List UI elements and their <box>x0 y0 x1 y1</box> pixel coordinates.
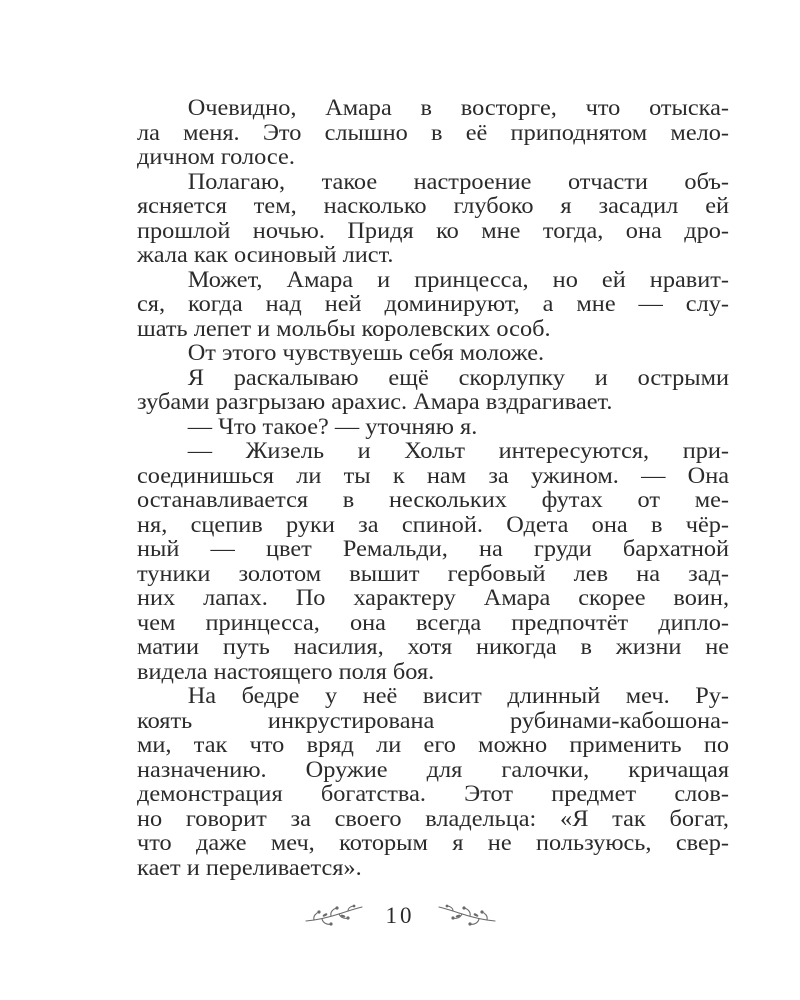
text-line: От этого чувствуешь себя моложе. <box>187 340 545 366</box>
text-line: туники золотом вышит гербовый лев на зад- <box>137 560 730 587</box>
text-line: — Жизель и Хольт интересуются, при- <box>187 438 730 464</box>
text-line: прошлой ночью. Придя ко мне тогда, она дро- <box>137 217 730 244</box>
text-line: демонстрация богатства. Этот предмет слов- <box>137 781 730 807</box>
text-line: соединишься ли ты к нам за ужином. — Она <box>137 462 730 489</box>
text-line: ясняется тем, насколько глубоко я засадил ей <box>137 193 730 219</box>
text-line: что даже меч, которым я не пользуюсь, свер- <box>137 830 730 856</box>
text-line: На бедре у неё висит длинный меч. Ру- <box>187 683 730 709</box>
page-number: 10 <box>385 903 415 928</box>
text-line: ня, сцепив руки за спиной. Одета она в чёр- <box>137 511 730 538</box>
text-line: ла меня. Это слышно в её приподнятом мело- <box>137 119 730 146</box>
text-line: — Что такое? — уточняю я. <box>187 413 478 440</box>
text-line: видела настоящего поля боя. <box>137 658 435 685</box>
text-line: шать лепет и мольбы королевских особ. <box>137 315 551 342</box>
text-line: Может, Амара и принцесса, но ей нравит- <box>187 266 730 293</box>
text-line: жала как осиновый лист. <box>137 242 394 268</box>
text-line: кает и переливается». <box>137 854 362 881</box>
text-line: чем принцесса, она всегда предпочтёт дипло- <box>137 609 730 636</box>
text-line: ся, когда над ней доминируют, а мне — слу- <box>137 291 730 317</box>
page-body-text <box>137 96 729 880</box>
text-line: них лапах. По характеру Амара скорее воин, <box>137 585 730 611</box>
text-line: дичном голосе. <box>137 144 295 170</box>
text-line: матии путь насилия, хотя никогда в жизни не <box>137 634 730 660</box>
floral-ornament-icon <box>304 903 364 929</box>
text-line: но говорит за своего владельца: «Я так богат, <box>137 805 730 832</box>
page-footer <box>0 896 800 936</box>
text-line: назначению. Оружие для галочки, кричащая <box>137 756 730 783</box>
text-line: ми, так что вряд ли его можно применить по <box>137 732 730 758</box>
text-line: останавливается в нескольких футах от ме- <box>137 487 730 513</box>
text-line: ный — цвет Ремальди, на груди бархатной <box>137 536 730 562</box>
text-line: зубами разгрызаю арахис. Амара вздрагивает. <box>137 389 613 415</box>
floral-ornament-icon <box>437 903 497 929</box>
text-line: Полагаю, такое настроение отчасти объ- <box>187 168 730 195</box>
text-line: Я раскалываю ещё скорлупку и острыми <box>187 364 730 391</box>
text-line: коять инкрустирована рубинами-кабошона- <box>137 707 730 734</box>
text-line: Очевидно, Амара в восторге, что отыска- <box>187 95 730 121</box>
